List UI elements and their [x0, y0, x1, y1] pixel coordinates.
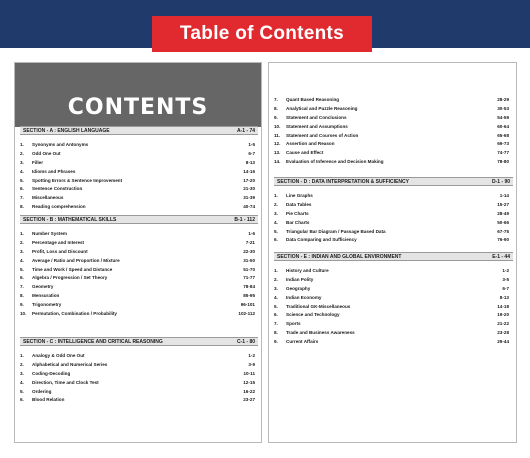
- entry-page: 3-9: [248, 361, 255, 367]
- toc-entry: [20, 273, 258, 282]
- entry-page: 1-14: [499, 192, 509, 198]
- toc-entry: [20, 309, 258, 318]
- section-a: [20, 126, 258, 211]
- toc-entry: [274, 148, 513, 157]
- section-page-range: B-1 - 112: [234, 216, 255, 223]
- entry-page: 76-90: [497, 237, 509, 243]
- toc-entry: [274, 139, 513, 148]
- toc-entry: [274, 95, 513, 104]
- entry-page: 51-70: [243, 266, 255, 272]
- entry-page: 6-7: [248, 150, 255, 156]
- entry-page: 23-27: [243, 397, 255, 403]
- section-title: SECTION - E : INDIAN AND GLOBAL ENVIRONMENT: [277, 253, 402, 260]
- entry-number: 7.: [274, 321, 278, 327]
- entry-number: 8.: [20, 293, 24, 299]
- section-title: SECTION - B : MATHEMATICAL SKILLS: [23, 216, 117, 223]
- entry-number: 4.: [274, 294, 278, 300]
- entry-page: 31-39: [243, 195, 255, 201]
- entry-title: Odd One Out: [32, 150, 61, 156]
- entry-title: Ordering: [32, 388, 52, 394]
- entry-number: 6.: [274, 237, 278, 243]
- entry-title: Spotting Errors & Sentence Improvement: [32, 177, 123, 183]
- toc-entry: [274, 302, 513, 311]
- entry-title: Bar Charts: [286, 219, 310, 225]
- entry-page: 1-2: [248, 352, 255, 358]
- entry-number: 14.: [274, 159, 281, 165]
- entry-number: 4.: [20, 168, 24, 174]
- entry-page: 19-20: [497, 312, 509, 318]
- toc-entry: [20, 167, 258, 176]
- entry-number: 8.: [274, 105, 278, 111]
- entry-page: 29-44: [497, 339, 509, 345]
- entry-number: 6.: [274, 312, 278, 318]
- entry-page: 67-75: [497, 228, 509, 234]
- page-title: Table of Contents: [179, 23, 345, 44]
- entry-number: 2.: [20, 239, 24, 245]
- toc-entry: [20, 282, 258, 291]
- toc-entry: [274, 104, 513, 113]
- entry-page: 1-5: [248, 141, 255, 147]
- entry-title: Average / Ratio and Proportion / Mixture: [32, 257, 120, 263]
- toc-entry: [20, 229, 258, 238]
- entry-number: 5.: [20, 266, 24, 272]
- entry-title: Science and Technology: [286, 312, 340, 318]
- toc-entry: [20, 158, 258, 167]
- entry-page: 7-21: [245, 239, 255, 245]
- section-page-range: A-1 - 74: [236, 127, 255, 134]
- entry-title: Statement and Assumptions: [286, 123, 348, 129]
- contents-banner: [15, 63, 261, 127]
- entry-title: Pie Charts: [286, 210, 309, 216]
- toc-entry: [274, 209, 513, 218]
- entry-page: 54-59: [497, 114, 509, 120]
- toc-entry: [20, 140, 258, 149]
- entry-page: 6-7: [502, 285, 509, 291]
- entry-page: 14-18: [497, 303, 509, 309]
- entry-number: 1.: [274, 192, 278, 198]
- entry-number: 5.: [20, 177, 24, 183]
- toc-entry: [20, 238, 258, 247]
- entry-page: 102-112: [238, 310, 255, 316]
- entry-page: 21-22: [497, 321, 509, 327]
- toc-entry: [20, 351, 258, 360]
- entry-page: 65-68: [497, 132, 509, 138]
- toc-entry: [20, 387, 258, 396]
- entry-number: 2.: [274, 276, 278, 282]
- contents-heading: CONTENTS: [67, 95, 209, 120]
- entry-title: Trigonometry: [32, 302, 62, 308]
- toc-entry: [274, 266, 513, 275]
- entry-title: Triangular Bar Diagram / Passage Based Data: [286, 228, 386, 234]
- entry-number: 5.: [274, 228, 278, 234]
- entry-title: Permutation, Combination / Probability: [32, 310, 117, 316]
- entry-title: Assertion and Reason: [286, 141, 335, 147]
- entry-title: Statement and Courses of Action: [286, 132, 359, 138]
- entry-title: Mensuration: [32, 293, 60, 299]
- toc-entry: [274, 319, 513, 328]
- toc-entry: [274, 328, 513, 337]
- section-title: SECTION - D : DATA INTERPRETATION & SUFFICIENCY: [277, 178, 409, 185]
- entry-number: 4.: [20, 257, 24, 263]
- entry-number: 8.: [20, 204, 24, 210]
- entry-number: 10.: [274, 123, 281, 129]
- entry-page: 3-5: [502, 276, 509, 282]
- entry-page: 96-101: [240, 302, 255, 308]
- toc-entry: [20, 149, 258, 158]
- toc-entry: [20, 300, 258, 309]
- entry-number: 12.: [274, 141, 281, 147]
- toc-entry: [274, 200, 513, 209]
- entry-number: 10.: [20, 310, 27, 316]
- entry-title: Miscellaneous: [32, 195, 64, 201]
- section-e: [274, 252, 513, 346]
- toc-entry: [20, 202, 258, 211]
- entry-title: Number System: [32, 230, 67, 236]
- toc-entry: [20, 193, 258, 202]
- toc-entry: [274, 113, 513, 122]
- entry-number: 7.: [20, 284, 24, 290]
- section-title: SECTION - A : ENGLISH LANGUAGE: [23, 127, 110, 134]
- entry-title: Evaluation of Inference and Decision Making: [286, 159, 384, 165]
- entry-title: Analytical and Puzzle Reasoning: [286, 105, 358, 111]
- entry-page: 17-20: [243, 177, 255, 183]
- entry-title: Percentage and Interest: [32, 239, 85, 245]
- section-header: [20, 215, 258, 224]
- section-page-range: E-1 - 44: [492, 253, 510, 260]
- entry-title: Current Affairs: [286, 339, 319, 345]
- entry-title: Blood Relation: [32, 397, 65, 403]
- left-page: [14, 62, 262, 443]
- section-page-range: D-1 - 90: [491, 178, 510, 185]
- entry-page: 30-53: [497, 105, 509, 111]
- entry-number: 4.: [274, 219, 278, 225]
- entry-page: 31-50: [243, 257, 255, 263]
- toc-entry: [20, 291, 258, 300]
- toc-entry: [20, 176, 258, 185]
- entry-title: Data Tables: [286, 201, 312, 207]
- entry-page: 1-2: [502, 267, 509, 273]
- entry-page: 14-16: [243, 168, 255, 174]
- toc-entry: [274, 122, 513, 131]
- entry-page: 22-30: [243, 248, 255, 254]
- entry-title: Cause and Effect: [286, 150, 324, 156]
- entry-title: Indian Polity: [286, 276, 314, 282]
- entry-title: History and Culture: [286, 267, 329, 273]
- section-c: [20, 337, 258, 404]
- toc-entry: [20, 265, 258, 274]
- entry-page: 85-95: [243, 293, 255, 299]
- entry-number: 7.: [274, 96, 278, 102]
- toc-entry: [274, 131, 513, 140]
- section-header: [20, 126, 258, 135]
- entry-title: Geography: [286, 285, 311, 291]
- section-header: [20, 337, 258, 346]
- entry-title: Filler: [32, 159, 43, 165]
- entry-title: Profit, Loss and Discount: [32, 248, 88, 254]
- toc-entry: [274, 227, 513, 236]
- entry-number: 3.: [274, 285, 278, 291]
- entry-title: Idioms and Phrases: [32, 168, 76, 174]
- section-page-range: C-1 - 80: [236, 338, 255, 345]
- toc-entry: [274, 310, 513, 319]
- entry-title: Coding-Decoding: [32, 370, 71, 376]
- entry-title: Algebra / Progression / Set Theory: [32, 275, 108, 281]
- section-title: SECTION - C : INTELLIGENCE AND CRITICAL REASONING: [23, 338, 163, 345]
- toc-entry: [274, 235, 513, 244]
- entry-title: Reading comprehension: [32, 204, 86, 210]
- entry-page: 40-74: [243, 204, 255, 210]
- entry-title: Direction, Time and Clock Test: [32, 379, 99, 385]
- toc-entry: [20, 256, 258, 265]
- entry-number: 3.: [20, 159, 24, 165]
- section-d: [274, 177, 513, 244]
- entry-page: 69-73: [497, 141, 509, 147]
- entry-number: 3.: [20, 248, 24, 254]
- entry-page: 78-80: [497, 159, 509, 165]
- entry-page: 8-13: [245, 159, 255, 165]
- entry-page: 71-77: [243, 275, 255, 281]
- toc-entry: [274, 218, 513, 227]
- entry-number: 6.: [20, 275, 24, 281]
- toc-entry: [274, 275, 513, 284]
- entry-number: 1.: [20, 141, 24, 147]
- section-b: [20, 215, 258, 318]
- entry-page: 8-13: [499, 294, 509, 300]
- toc-entry: [274, 293, 513, 302]
- entry-page: 16-22: [243, 388, 255, 394]
- entry-page: 21-30: [243, 186, 255, 192]
- entry-page: 28-49: [497, 210, 509, 216]
- entry-title: Indian Economy: [286, 294, 322, 300]
- entry-number: 6.: [20, 397, 24, 403]
- entry-page: 23-28: [497, 330, 509, 336]
- entry-title: Statement and Conclusions: [286, 114, 347, 120]
- toc-entry: [20, 378, 258, 387]
- entry-title: Sentence Construction: [32, 186, 83, 192]
- entry-title: Sports: [286, 321, 301, 327]
- toc-entry: [274, 157, 513, 166]
- entry-number: 1.: [20, 230, 24, 236]
- title-banner: [152, 16, 372, 52]
- entry-title: Alphabetical and Numerical Series: [32, 361, 108, 367]
- right-page: [268, 62, 517, 443]
- entry-number: 5.: [20, 388, 24, 394]
- entry-page: 1-6: [248, 230, 255, 236]
- entry-page: 60-64: [497, 123, 509, 129]
- toc-entry: [274, 191, 513, 200]
- toc-entry: [20, 369, 258, 378]
- entry-title: Time and Work / Speed and Distance: [32, 266, 113, 272]
- toc-entry: [20, 360, 258, 369]
- toc-entry: [20, 247, 258, 256]
- entry-number: 6.: [20, 186, 24, 192]
- toc-entry: [274, 337, 513, 346]
- entry-page: 12-15: [243, 379, 255, 385]
- entry-number: 3.: [20, 370, 24, 376]
- entry-number: 3.: [274, 210, 278, 216]
- entry-page: 74-77: [497, 150, 509, 156]
- entry-page: 10-11: [243, 370, 255, 376]
- entry-page: 28-29: [497, 96, 509, 102]
- entry-number: 11.: [274, 132, 281, 138]
- toc-entry: [20, 395, 258, 404]
- entry-title: Line Graphs: [286, 192, 313, 198]
- entry-number: 2.: [20, 361, 24, 367]
- entry-number: 8.: [274, 330, 278, 336]
- entry-title: Geometry: [32, 284, 54, 290]
- entry-title: Analogy & Odd One Out: [32, 352, 85, 358]
- section-header: [274, 252, 513, 261]
- entry-title: Synonyms and Antonyms: [32, 141, 89, 147]
- toc-entry: [20, 184, 258, 193]
- entry-number: 9.: [274, 114, 278, 120]
- entry-number: 9.: [274, 339, 278, 345]
- entry-number: 2.: [20, 150, 24, 156]
- entry-title: Traditional GK-Miscellaneous: [286, 303, 351, 309]
- entry-number: 7.: [20, 195, 24, 201]
- entry-title: Data Comparing and Sufficiency: [286, 237, 357, 243]
- entry-number: 1.: [20, 352, 24, 358]
- entry-number: 1.: [274, 267, 278, 273]
- entry-number: 4.: [20, 379, 24, 385]
- entry-number: 9.: [20, 302, 24, 308]
- entry-number: 5.: [274, 303, 278, 309]
- entry-number: 2.: [274, 201, 278, 207]
- entry-page: 78-84: [243, 284, 255, 290]
- section-header: [274, 177, 513, 186]
- toc-entry: [274, 284, 513, 293]
- entry-title: Quant Based Reasoning: [286, 96, 340, 102]
- entry-title: Trade and Business Awareness: [286, 330, 355, 336]
- section-c-continued: [274, 95, 513, 166]
- entry-page: 15-27: [497, 201, 509, 207]
- entry-number: 13.: [274, 150, 281, 156]
- entry-page: 50-66: [497, 219, 509, 225]
